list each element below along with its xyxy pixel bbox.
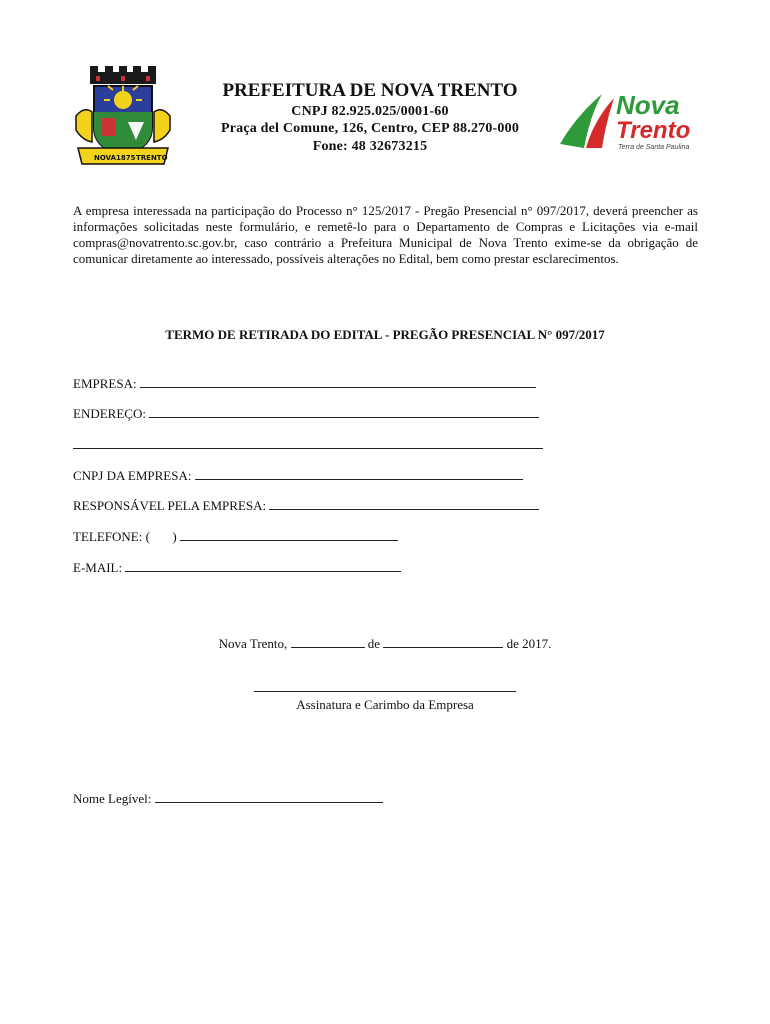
- crest-ribbon-right: TRENTO: [136, 154, 168, 162]
- date-line: [70, 634, 700, 652]
- brand-logo-tagline: Terra de Santa Paulina: [618, 144, 690, 151]
- date-de1: de: [367, 636, 381, 651]
- date-city: Nova Trento,: [218, 636, 288, 651]
- date-day-blank[interactable]: [291, 634, 365, 648]
- brand-logo-line1: Nova: [616, 90, 680, 120]
- email-blank[interactable]: [125, 558, 401, 572]
- date-month-blank[interactable]: [383, 634, 503, 648]
- date-year: de 2017.: [506, 636, 552, 651]
- brand-logo-line2: Trento: [616, 117, 691, 144]
- intro-paragraph: A empresa interessada na participação do Processo n° 125/2017 - Pregão Presencial n° 097/2017, deverá preencher as informações solicitadas neste formulário, e remetê-lo para o Departamento de Compras e Licitações via e-mail compras@novatrento.sc.gov.br, caso contrário a Prefeitura Municipal de Nova Trento exime-se da obrigação de comunicar diretamente ao interessado, possíveis alterações no Edital, bem como prestar esclarecimentos.: [73, 203, 698, 266]
- telefone-close-paren: ): [172, 529, 177, 544]
- signature-line[interactable]: [254, 691, 516, 692]
- empresa-field: [73, 374, 536, 392]
- nome-legivel-label: Nome Legível:: [73, 791, 152, 806]
- endereco-blank[interactable]: [149, 404, 539, 418]
- cnpj-blank[interactable]: [195, 466, 523, 480]
- cnpj-label: CNPJ DA EMPRESA:: [73, 468, 192, 483]
- responsavel-field: [73, 496, 539, 514]
- email-field: [73, 558, 401, 576]
- empresa-blank[interactable]: [140, 374, 536, 388]
- nome-legivel-field: [73, 789, 383, 807]
- empresa-label: EMPRESA:: [73, 376, 137, 391]
- nome-legivel-blank[interactable]: [155, 789, 383, 803]
- header-address: Praça del Comune, 126, Centro, CEP 88.270-000: [220, 121, 520, 136]
- term-title: TERMO DE RETIRADA DO EDITAL - PREGÃO PRESENCIAL N° 097/2017: [165, 327, 605, 342]
- endereco-continuation-blank[interactable]: [73, 435, 543, 449]
- telefone-label: TELEFONE: (: [73, 529, 150, 544]
- crest-ribbon-left: NOVA: [94, 154, 116, 162]
- header-phone: Fone: 48 32673215: [312, 139, 428, 154]
- signature-label: Assinatura e Carimbo da Empresa: [296, 697, 474, 712]
- telefone-field: [73, 527, 398, 545]
- responsavel-blank[interactable]: [269, 496, 539, 510]
- endereco-label: ENDEREÇO:: [73, 406, 146, 421]
- nova-trento-brand-logo: [556, 86, 696, 154]
- header-cnpj: CNPJ 82.925.025/0001-60: [291, 104, 449, 119]
- endereco-field: [73, 404, 539, 422]
- header-title: PREFEITURA DE NOVA TRENTO: [222, 80, 518, 101]
- telefone-blank[interactable]: [180, 527, 398, 541]
- responsavel-label: RESPONSÁVEL PELA EMPRESA:: [73, 498, 267, 513]
- email-label: E-MAIL:: [73, 560, 123, 575]
- municipal-crest-logo: [72, 66, 174, 170]
- cnpj-field: [73, 466, 523, 484]
- endereco-continuation-field: [73, 435, 543, 453]
- crest-ribbon-year: 1875: [116, 154, 136, 162]
